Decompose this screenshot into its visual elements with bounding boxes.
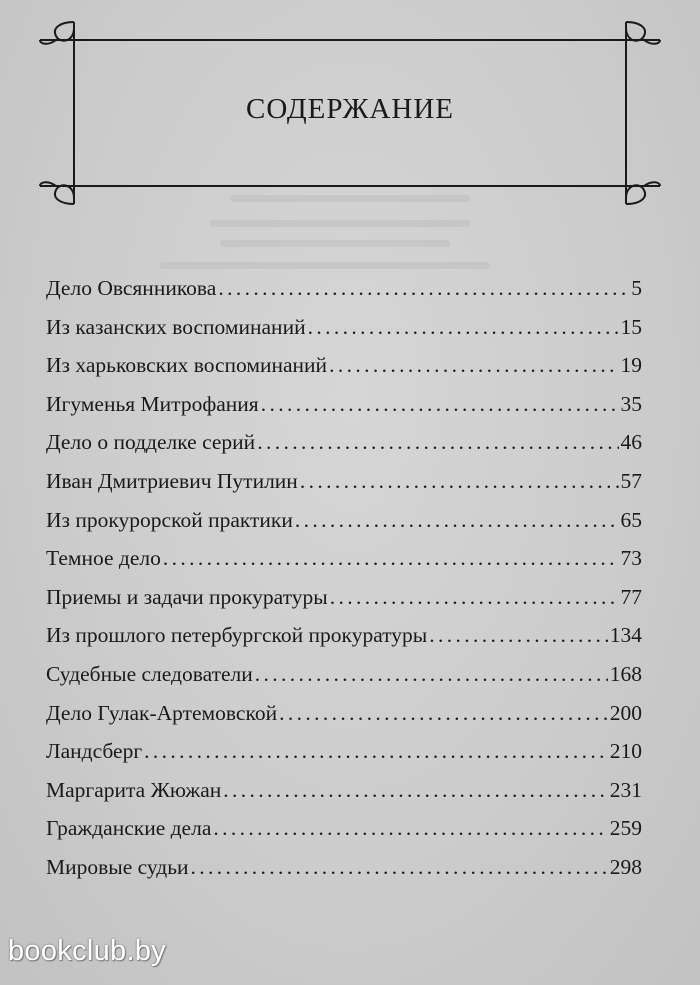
toc-entry — [46, 701, 642, 740]
bleed-through-line — [160, 262, 490, 269]
toc-entry-title: Иван Дмитриевич Путилин — [46, 468, 298, 493]
bleed-through-line — [220, 240, 450, 247]
toc-entry — [46, 662, 642, 701]
toc-leader-dots — [257, 430, 618, 455]
bleed-through-line — [210, 220, 470, 227]
toc-leader-dots — [218, 276, 629, 301]
toc-entry-page: 5 — [631, 276, 642, 300]
toc-leader-dots — [330, 585, 619, 610]
table-of-contents — [46, 276, 642, 894]
toc-entry-page: 134 — [609, 623, 642, 648]
toc-leader-dots — [429, 623, 608, 648]
toc-entry — [46, 430, 642, 469]
toc-entry — [46, 739, 642, 778]
toc-entry-page: 35 — [620, 391, 642, 416]
toc-entry-title: Дело о подделке серий — [46, 430, 256, 455]
toc-entry-title: Дело Овсянникова — [46, 276, 217, 300]
toc-entry-title: Из харьковских воспоминаний — [46, 353, 328, 378]
toc-entry-page: 46 — [620, 430, 642, 455]
toc-entry — [46, 623, 642, 662]
toc-entry — [46, 315, 642, 354]
toc-entry-page: 77 — [620, 584, 642, 609]
toc-leader-dots — [223, 778, 607, 803]
toc-entry-title: Игуменья Митрофания — [46, 391, 259, 416]
toc-entry-title: Гражданские дела — [46, 816, 212, 841]
watermark-text: bookclub.by — [8, 935, 167, 967]
toc-entry — [46, 778, 642, 817]
toc-entry-title: Маргарита Жюжан — [46, 777, 222, 802]
toc-entry-title: Из казанских воспоминаний — [46, 314, 306, 339]
toc-entry-page: 57 — [620, 468, 642, 493]
toc-entry-page: 73 — [620, 546, 642, 571]
toc-entry — [46, 855, 642, 894]
page-title: СОДЕРЖАНИЕ — [246, 93, 454, 125]
toc-entry-page: 15 — [620, 314, 642, 339]
toc-entry-title: Из прокурорской практики — [46, 507, 293, 532]
toc-entry-title: Темное дело — [46, 546, 161, 571]
toc-entry-page: 259 — [609, 816, 642, 841]
bleed-through-line — [230, 195, 470, 202]
toc-leader-dots — [308, 315, 619, 340]
toc-entry-page: 200 — [609, 700, 642, 725]
toc-entry-title: Мировые судьи — [46, 854, 189, 879]
toc-entry-page: 298 — [609, 854, 642, 879]
toc-leader-dots — [295, 508, 619, 533]
toc-entry-title: Судебные следователи — [46, 661, 253, 686]
toc-entry-title: Из прошлого петербургской прокуратуры — [46, 623, 428, 648]
toc-entry-title: Ландсберг — [46, 739, 143, 764]
toc-entry — [46, 392, 642, 431]
toc-entry — [46, 353, 642, 392]
toc-leader-dots — [191, 855, 608, 880]
toc-entry — [46, 816, 642, 855]
toc-entry-page: 19 — [620, 353, 642, 378]
toc-entry — [46, 276, 642, 315]
toc-leader-dots — [213, 816, 607, 841]
toc-leader-dots — [163, 546, 619, 571]
toc-entry — [46, 508, 642, 547]
toc-leader-dots — [279, 701, 608, 726]
toc-entry-page: 231 — [609, 777, 642, 802]
toc-leader-dots — [300, 469, 619, 494]
toc-entry-page: 210 — [609, 739, 642, 764]
toc-leader-dots — [329, 353, 618, 378]
toc-leader-dots — [144, 739, 608, 764]
toc-leader-dots — [255, 662, 608, 687]
toc-entry-page: 168 — [609, 661, 642, 686]
toc-entry-page: 65 — [620, 507, 642, 532]
toc-entry — [46, 546, 642, 585]
toc-leader-dots — [261, 392, 619, 417]
toc-entry-title: Приемы и задачи прокуратуры — [46, 584, 328, 609]
toc-entry-title: Дело Гулак-Артемовской — [46, 700, 278, 725]
toc-entry — [46, 469, 642, 508]
toc-entry — [46, 585, 642, 624]
